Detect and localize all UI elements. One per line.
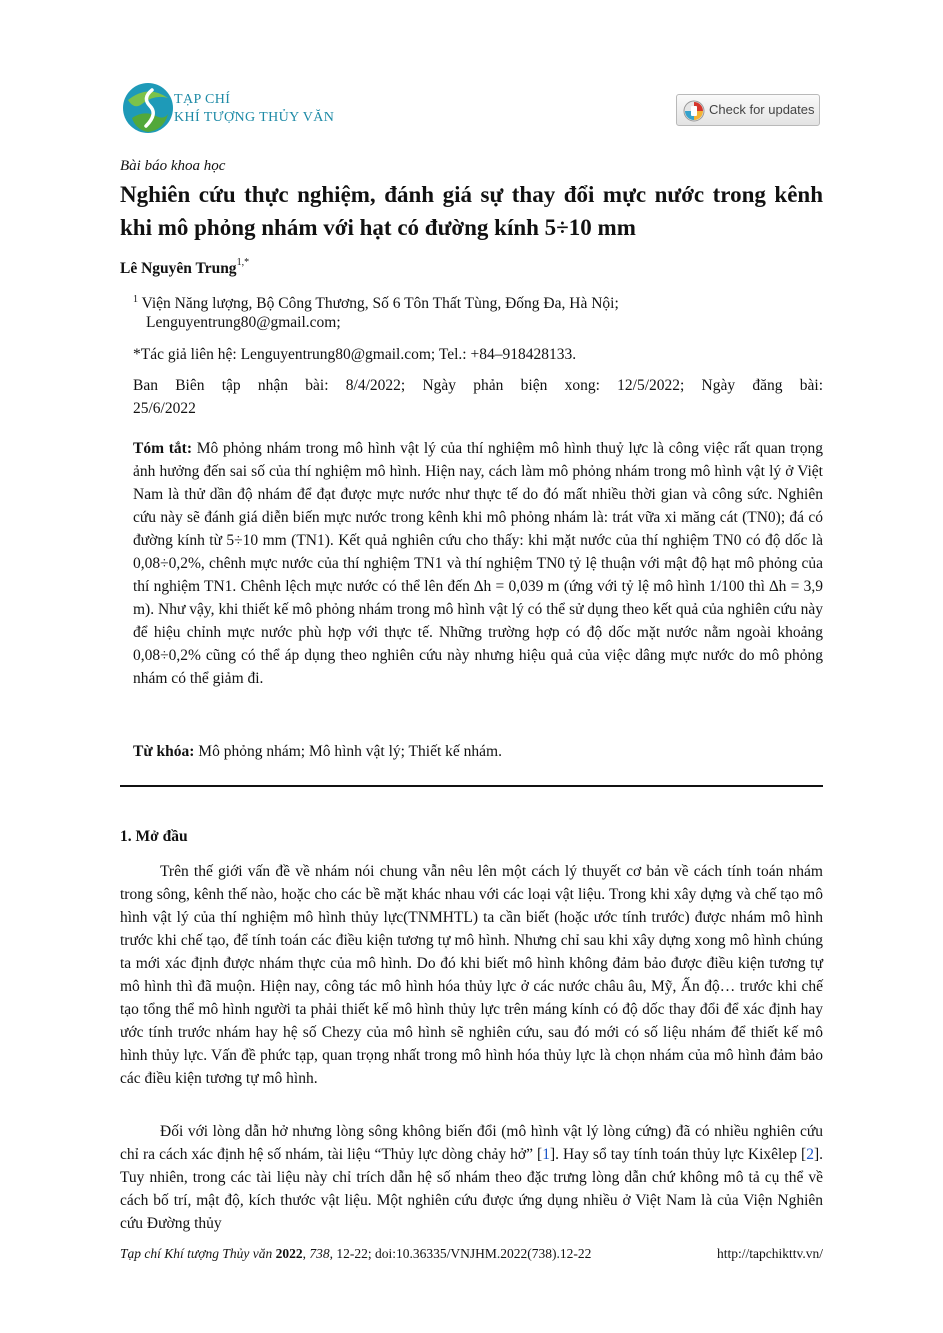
logo-line2: KHÍ TƯỢNG THỦY VĂN <box>174 110 335 125</box>
footer-journal-name: Tạp chí Khí tượng Thủy văn <box>120 1246 273 1261</box>
citation-link-2[interactable]: 2 <box>806 1146 814 1163</box>
author-name: Lê Nguyên Trung <box>120 260 237 278</box>
author-superscript: 1,* <box>236 257 250 268</box>
intro2-text-a: Đối với lòng dẫn hở nhưng lòng sông không biến đổi (mô hình vật lý lòng cứng) đã có nhiều nghiên cứu chỉ ra cách xác định hệ số nhám, tài liệu “Thủy lực dòng chảy hở” [ <box>120 1123 823 1163</box>
keywords <box>133 740 823 763</box>
abstract-label: Tóm tắt: <box>133 440 192 457</box>
intro2-text-b: ]. Hay sổ tay tính toán thủy lực Kixêlep [ <box>549 1146 807 1163</box>
globe-logo-icon <box>120 80 176 136</box>
affiliation-superscript: 1 <box>133 294 138 305</box>
check-for-updates-button[interactable] <box>676 94 820 126</box>
footer-year: 2022 <box>275 1246 303 1261</box>
affiliation-text: Viện Năng lượng, Bộ Công Thương, Số 6 Tôn Thất Tùng, Đống Đa, Hà Nội; <box>141 295 619 313</box>
article-category: Bài báo khoa học <box>120 158 226 174</box>
crossmark-icon <box>683 100 705 122</box>
section-divider <box>120 785 823 787</box>
intro2-text-c: ]. Tuy nhiên, trong các tài liệu này chỉ trích dẫn hệ số nhám theo đặc trưng lòng dẫn chứ không mô tả cụ thể về cách bố trí, mật độ, kích thước vật liệu. Một nghiên cứu được ứng dụng nhiều ở Việt Nam là của Viện Nghiên cứu Đường thủy <box>120 1146 823 1232</box>
article-title: Nghiên cứu thực nghiệm, đánh giá sự thay đổi mực nước trong kênh khi mô phỏng nhám với hạt có đường kính 5÷10 mm <box>120 182 823 240</box>
author-line <box>120 259 249 278</box>
intro-paragraph-1: Trên thế giới vấn đề về nhám nói chung vẫn nêu lên một cách lý thuyết cơ bản về cách tính toán nhám trong sông, kênh thế nào, hoặc cho các bề mặt khác nhau với các loại vật liệu. Trong khi xây dựng và chế tạo mô hình vật lý của thí nghiệm mô hình thủy lực(TNMHTL) ta cần biết (hoặc ước tính trước) được nhám mô hình trước khi chế tạo, để tính toán các điều kiện tương tự mô hình. Nhưng chỉ sau khi xây dựng xong mô hình chúng ta mới xác định được nhám thực của mô hình. Do đó khi biết mô hình không đảm bảo được điều kiện tương tự mô hình thì đã muộn. Hiện nay, công tác mô hình hóa thủy lực ở các nước châu âu, Mỹ, Ấn độ… trước khi chế tạo tổng thể mô hình người ta phải thiết kế mô hình thủy lực trên máng kính có độ dốc thay đổi để xác định hay ước tính trước nhám hay hệ số Chezy của mô hình sẽ nghiên cứu, sau đó mới có số liệu nhám để thiết kế mô hình thủy lực. Vấn đề phức tạp, quan trọng nhất trong mô hình hóa thủy lực là chọn nhám của mô hình đảm bảo các điều kiện tương tự mô hình. <box>120 863 823 1087</box>
corresponding-author: *Tác giả liên hệ: Lenguyentrung80@gmail.com; Tel.: +84–918428133. <box>133 346 577 363</box>
logo-line1: TẠP CHÍ <box>174 92 231 107</box>
dates-line2: 25/6/2022 <box>133 400 196 417</box>
journal-logo <box>120 80 360 140</box>
intro-paragraph-2 <box>120 1120 823 1235</box>
affiliation-email: Lenguyentrung80@gmail.com; <box>146 314 341 331</box>
footer-volume: 738 <box>309 1246 330 1261</box>
keywords-label: Từ khóa: <box>133 743 195 760</box>
citation-link-1[interactable]: 1 <box>542 1146 550 1163</box>
footer-url-link[interactable]: http://tapchikttv.vn/ <box>717 1246 823 1261</box>
abstract <box>133 437 823 690</box>
footer-citation: , 12-22; doi:10.36335/VNJHM.2022(738).12-22 <box>329 1246 592 1261</box>
dates-line1: Ban Biên tập nhận bài: 8/4/2022; Ngày phản biện xong: 12/5/2022; Ngày đăng bài: <box>133 377 823 394</box>
section-heading: 1. Mở đầu <box>120 828 188 845</box>
page-footer: Tạp chí Khí tượng Thủy văn 2022, 738, 12-22; doi:10.36335/VNJHM.2022(738).12-22 http://tapchikttv.vn/ <box>120 1246 823 1261</box>
check-for-updates-label: Check for updates <box>709 102 815 117</box>
keywords-text: Mô phỏng nhám; Mô hình vật lý; Thiết kế nhám. <box>194 743 502 760</box>
abstract-text: Mô phỏng nhám trong mô hình vật lý của thí nghiệm mô hình thuỷ lực là công việc rất quan trọng ảnh hưởng đến sai số của thí nghiệm mô hình. Hiện nay, cách làm mô phỏng nhám trong mô hình vật lý ở Việt Nam là thử dần độ nhám để đạt được mực nước như thực tế do đó mất nhiều thời gian và công sức. Nghiên cứu này sẽ đánh giá diễn biến mực nước trong kênh khi mô phỏng nhám là: trát vữa xi măng cát (TN0); đá có đường kính từ 5÷10 mm (TN1). Kết quả nghiên cứu cho thấy: khi mặt nước của thí nghiệm TN0 có độ dốc là 0,08÷0,2%, chênh mực nước của thí nghiệm TN1 và thí nghiệm TN0 tỷ lệ thuận với mật độ hạt mô phỏng của thí nghiệm TN1. Chênh lệch mực nước có thể lên đến ∆h = 0,039 m (ứng với tỷ lệ mô hình 1/100 thì ∆h = 3,9 m). Như vậy, khi thiết kế mô phỏng nhám trong mô hình vật lý có thể sử dụng theo kết quả của nghiên cứu này để hiệu chỉnh mực nước phù hợp với thực tế. Những trường hợp có độ dốc mặt nước nằm ngoài khoảng 0,08÷0,2% cũng có thể áp dụng theo nghiên cứu này nhưng hiệu quả của việc dâng mực nước do mô phỏng nhám có thể giảm đi. <box>133 440 823 687</box>
